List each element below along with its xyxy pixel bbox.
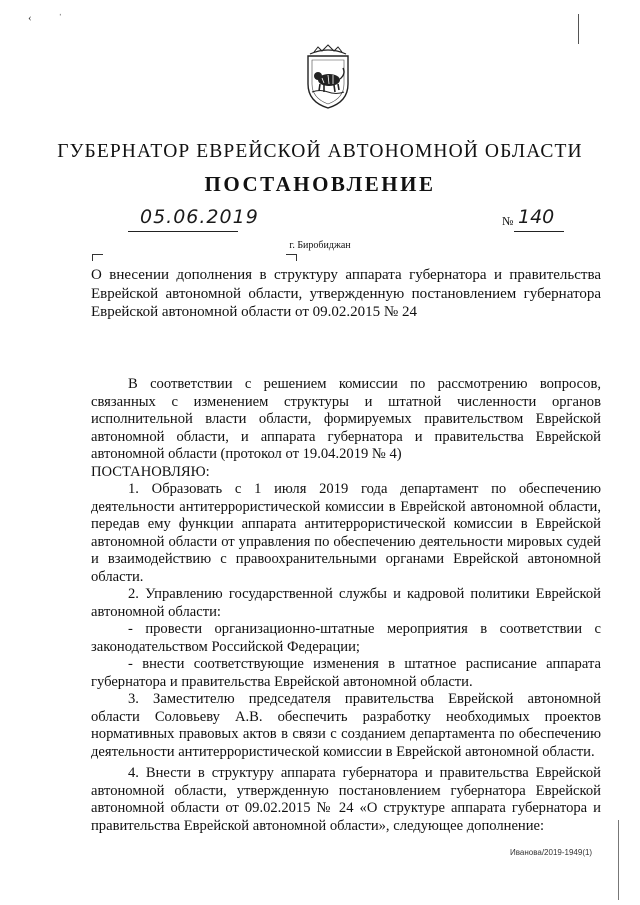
decree-number: 140 <box>518 206 555 228</box>
bracket-right <box>286 254 297 261</box>
issuer-title: ГУБЕРНАТОР ЕВРЕЙСКОЙ АВТОНОМНОЙ ОБЛАСТИ <box>57 141 583 162</box>
scan-line <box>578 14 579 44</box>
item-1-paragraph: 1. Образовать с 1 июля 2019 года департамент по обеспечению деятельности антитеррористической комиссии в Еврейской автономной области, передав ему функции аппарата антитеррористической комиссии в Еврейской автономной области от управления по обеспечению деятельности мировых судей и взаимодействию с правоохранительными органами Еврейской автономной области. <box>91 481 601 585</box>
tiger-coat-of-arms-icon <box>300 44 356 110</box>
item-2-paragraph: 2. Управлению государственной службы и кадровой политики Еврейской автономной области: <box>91 586 601 620</box>
bracket-left <box>92 254 103 261</box>
item-2a-paragraph: - провести организационно-штатные мероприятия в соответствии с законодательством Российской Федерации; <box>91 621 601 655</box>
number-label: № <box>502 214 514 228</box>
date-underline <box>128 231 238 232</box>
decree-body <box>91 376 601 835</box>
decree-subject: О внесении дополнения в структуру аппарата губернатора и правительства Еврейской автономной области, утвержденную постановлением губернатора Еврейской автономной области от 09.02.2015 № 24 <box>91 267 601 321</box>
decree-date: 05.06.2019 <box>140 206 259 228</box>
scan-line <box>618 820 619 900</box>
resolve-heading: ПОСТАНОВЛЯЮ: <box>91 463 210 480</box>
item-3-paragraph: 3. Заместителю председателя правительства Еврейской автономной области Соловьеву А.В. обеспечить разработку необходимых проектов нормативных правовых актов в связи с созданием департамента по обеспечению деятельности антитеррористической комиссии в Еврейской автономной области. <box>91 691 601 760</box>
scan-marks: ‹ ˈ <box>28 12 75 24</box>
preamble-paragraph: В соответствии с решением комиссии по рассмотрению вопросов, связанных с изменением структуры и штатной численности органов исполнительной власти области, формируемых правительством Еврейской автономной области, и аппарата губернатора и правительства Еврейской автономной области (протокол от 19.04.2019 № 4) <box>91 376 601 462</box>
item-4-paragraph: 4. Внести в структуру аппарата губернатора и правительства Еврейской автономной области, утвержденную постановлением губернатора Еврейской автономной области от 09.02.2015 № 24 «О структуре аппарата губернатора и правительства Еврейской автономной области», следующее дополнение: <box>91 765 601 834</box>
city-name: г. Биробиджан <box>289 240 351 251</box>
executor-reference: Иванова/2019-1949(1) <box>510 848 593 857</box>
document-type: ПОСТАНОВЛЕНИЕ <box>204 172 436 196</box>
item-2b-paragraph: - внести соответствующие изменения в штатное расписание аппарата губернатора и правительства Еврейской автономной области. <box>91 656 601 690</box>
number-underline <box>514 231 564 232</box>
